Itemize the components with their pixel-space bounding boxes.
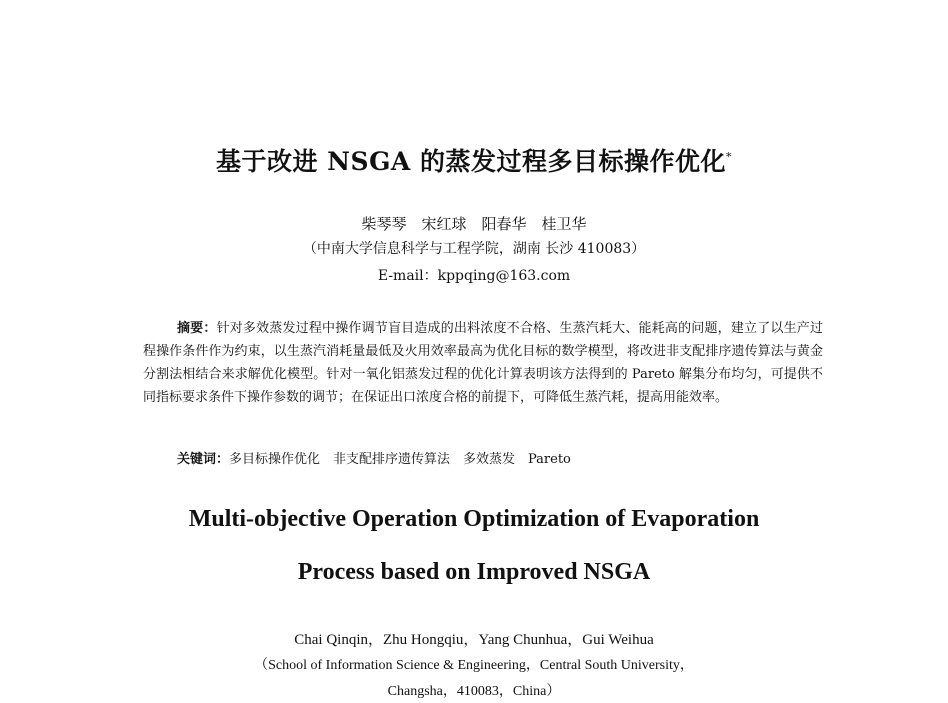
chinese-keywords — [177, 448, 571, 467]
english-affiliation-city: Changsha，410083，China） — [387, 684, 561, 699]
chinese-title-text: 基于改进 NSGA 的蒸发过程多目标操作优化 — [215, 147, 727, 176]
english-affiliation: （School of Information Science & Engineering，Central South University， — [254, 658, 694, 673]
title-footnote-mark: * — [726, 150, 733, 164]
chinese-title — [0, 142, 948, 178]
chinese-authors: 柴琴琴 宋红球 阳春华 桂卫华 — [361, 215, 587, 233]
chinese-abstract — [143, 317, 823, 409]
english-title-line-1: Multi-objective Operation Optimization of Evaporation — [188, 506, 760, 532]
english-authors: Chai Qinqin，Zhu Hongqiu，Yang Chunhua，Gui Weihua — [294, 632, 654, 648]
abstract-label: 摘要： — [177, 321, 217, 336]
keywords-text: 多目标操作优化 非支配排序遗传算法 多效蒸发 Pareto — [229, 452, 571, 467]
author-email: E-mail：kppqing@163.com — [377, 268, 571, 284]
chinese-affiliation: （中南大学信息科学与工程学院，湖南 长沙 410083） — [302, 241, 646, 257]
english-title-line-2: Process based on Improved NSGA — [297, 559, 651, 585]
keywords-label: 关键词： — [177, 452, 230, 467]
abstract-text: 针对多效蒸发过程中操作调节盲目造成的出料浓度不合格、生蒸汽耗大、能耗高的问题，建立了以生产过程操作条件作为约束，以生蒸汽消耗量最低及火用效率最高为优化目标的数学模型，将改进非支配排序遗传算法与黄金分割法相结合来求解优化模型。针对一氧化铝蒸发过程的优化计算表明该方法得到的 Pareto 解集分布均匀，可提供不同指标要求条件下操作参数的调节；在保证出口浓度合格的前提下，可降低生蒸汽耗，提高用能效率。 — [143, 321, 823, 405]
